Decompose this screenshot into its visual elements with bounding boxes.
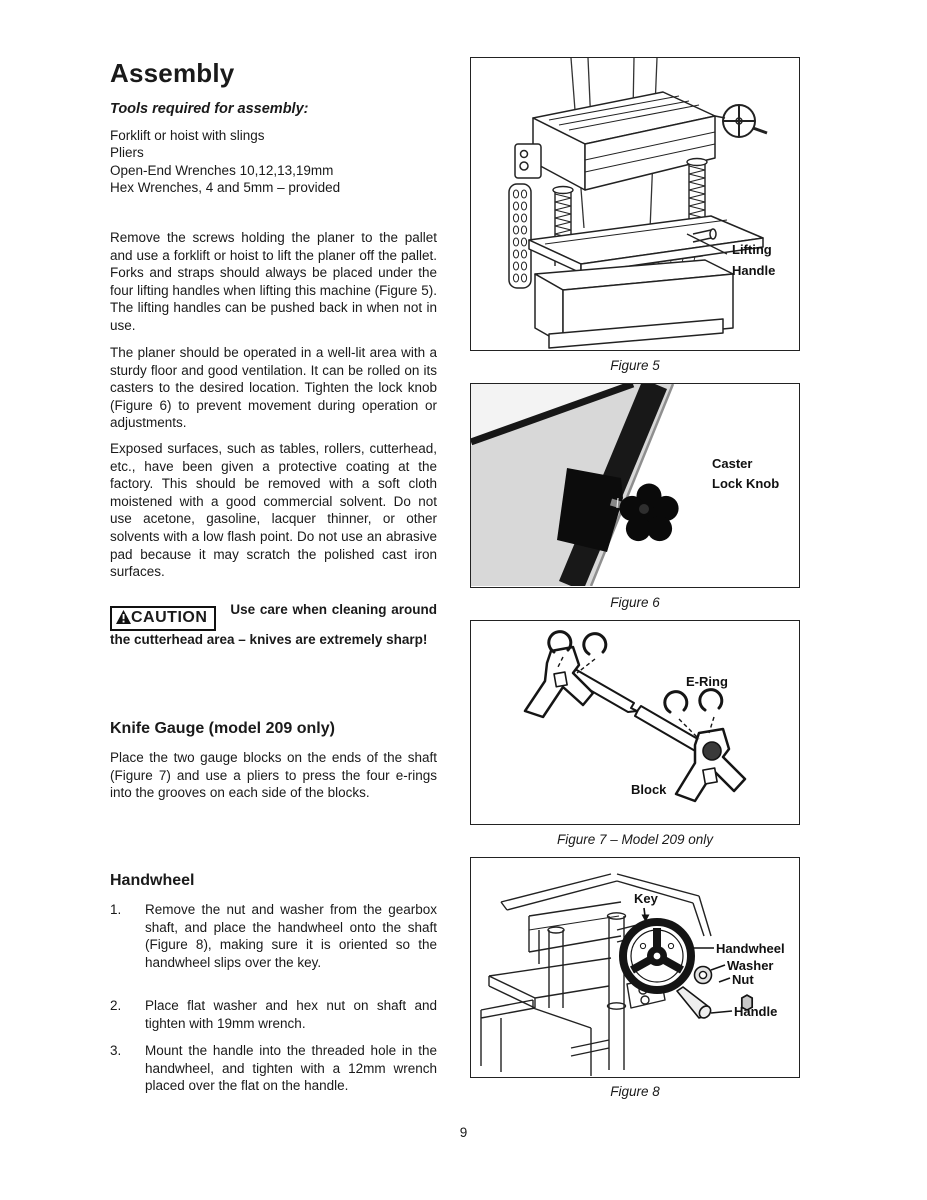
e-ring-label: E-Ring	[686, 674, 728, 689]
warning-triangle-icon	[116, 610, 131, 624]
figure-5-planer-lifting-illustration	[471, 58, 798, 349]
step-number: 1.	[110, 902, 122, 917]
tool-item: Open-End Wrenches 10,12,13,19mm	[110, 162, 334, 178]
tools-required-heading: Tools required for assembly:	[110, 101, 309, 117]
figure-6-frame	[470, 383, 800, 588]
figure-6-caption: Figure 6	[610, 595, 660, 610]
caution-badge	[110, 606, 216, 631]
handwheel-step-2	[110, 997, 437, 1032]
washer-label: Washer	[727, 958, 774, 973]
caution-text: Use care when cleaning around the cutterhead area – knives are extremely sharp!	[110, 602, 437, 647]
figure-7-frame	[470, 620, 800, 825]
caster-lock-knob-label-line2: Lock Knob	[712, 476, 780, 491]
handwheel-step-3	[110, 1042, 437, 1095]
lifting-handle-label-line1: Lifting	[732, 242, 772, 257]
caster-lock-knob-label-line1: Caster	[712, 456, 753, 471]
figure-7-caption: Figure 7 – Model 209 only	[556, 832, 714, 847]
step-text: Place flat washer and hex nut on shaft and tighten with 19mm wrench.	[145, 998, 437, 1031]
caution-label: CAUTION	[131, 609, 208, 626]
tool-item: Hex Wrenches, 4 and 5mm – provided	[110, 179, 341, 195]
handle-label: Handle	[734, 1004, 778, 1019]
step-number: 3.	[110, 1043, 122, 1058]
page-title: Assembly	[110, 58, 235, 88]
tools-list	[110, 127, 437, 196]
step-text: Remove the nut and washer from the gearbox shaft, and place the handwheel onto the shaft (Figure 8), making sure it is oriented so the handwheel slips over the key.	[145, 902, 437, 970]
nut-label: Nut	[732, 972, 754, 987]
tool-item: Pliers	[110, 145, 144, 161]
block-label: Block	[631, 782, 667, 797]
paragraph-lifting: Remove the screws holding the planer to the pallet and use a forklift or hoist to lift the planer off the pallet. Forks and straps should always be placed under the four lifting handles when lifting this machine (Figure 5). The lifting handles can be pushed back in when not in use.	[110, 230, 437, 333]
handwheel-step-1	[110, 901, 437, 971]
paragraph-location: The planer should be operated in a well-lit area with a sturdy floor and good ventilation. It can be rolled on its casters to the desired location. Tighten the lock knob (Figure 6) to prevent movement during operation or adjustments.	[110, 345, 437, 431]
handwheel-label: Handwheel	[716, 941, 785, 956]
paragraph-knife-gauge: Place the two gauge blocks on the ends of the shaft (Figure 7) and use a pliers to press the four e-rings into the grooves on each side of the blocks.	[110, 750, 437, 801]
caution-block	[110, 601, 437, 649]
key-label: Key	[634, 891, 658, 906]
tool-item: Forklift or hoist with slings	[110, 128, 265, 143]
step-number: 2.	[110, 998, 122, 1013]
figure-8-frame	[470, 857, 800, 1078]
step-text: Mount the handle into the threaded hole in the handwheel, and tighten with a 12mm wrench placed over the flat on the handle.	[145, 1043, 437, 1094]
page-number: 9	[459, 1125, 468, 1140]
knife-gauge-heading: Knife Gauge (model 209 only)	[110, 720, 335, 737]
figure-8-caption: Figure 8	[610, 1084, 660, 1099]
handwheel-heading: Handwheel	[110, 872, 195, 889]
lifting-handle-label-line2: Handle	[732, 263, 776, 278]
figure-5-frame	[470, 57, 800, 351]
figure-5-caption: Figure 5	[610, 358, 660, 373]
paragraph-protective-coating: Exposed surfaces, such as tables, rollers, cutterhead, etc., have been given a protective coating at the factory. This should be removed with a soft cloth moistened with a good commercial solvent. Do not use acetone, gasoline, lacquer thinner, or other solvents with a low flash point. Do not use an abrasive pad because it may scratch the polished cast iron surfaces.	[110, 441, 437, 580]
